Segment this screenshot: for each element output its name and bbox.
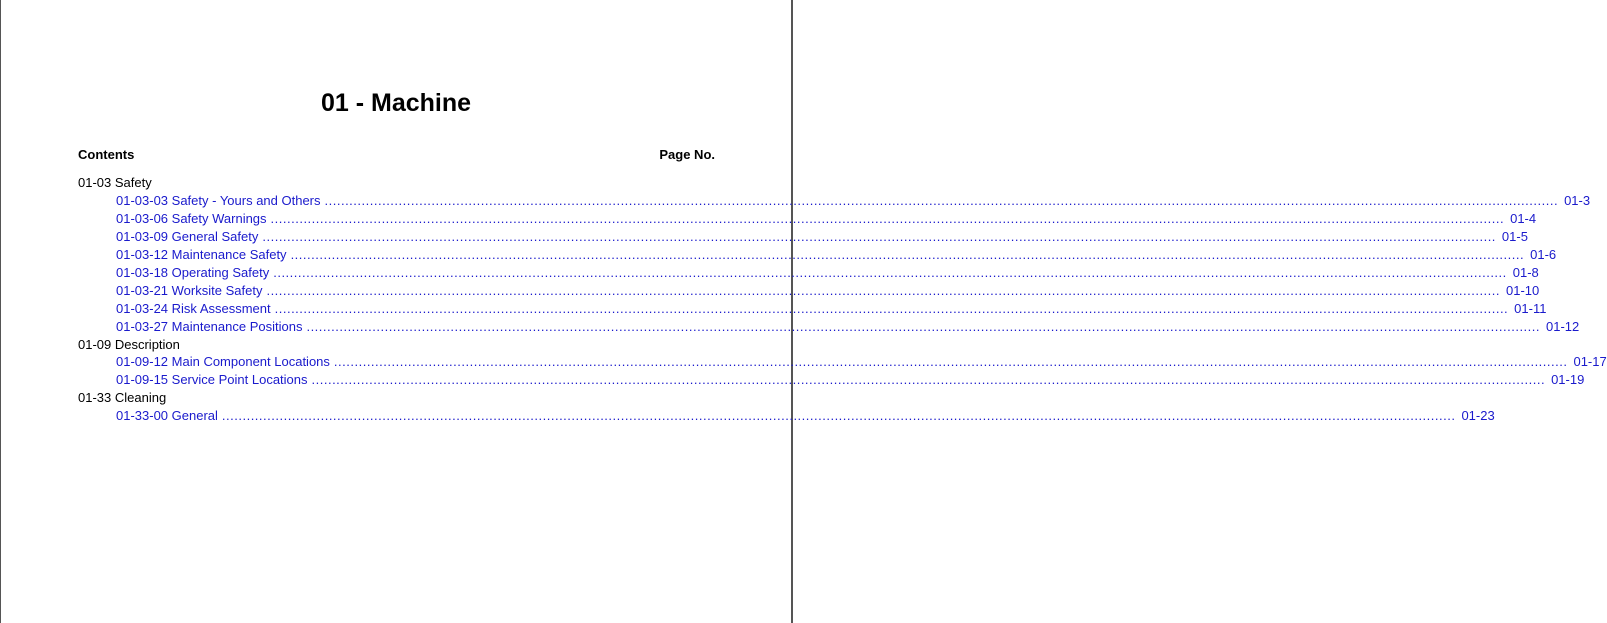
dot-leader: ............................................................................................................................................................................................................................................................................................................: [266, 282, 1500, 298]
dot-leader: ............................................................................................................................................................................................................................................................................................................: [274, 300, 1509, 316]
toc-entry-link[interactable]: [116, 192, 1591, 210]
toc-entry-page: 01-8: [1512, 264, 1539, 280]
toc-entry-title: 01-03-03 Safety - Yours and Others: [116, 192, 321, 208]
dot-leader: ............................................................................................................................................................................................................................................................................................................: [311, 372, 1546, 387]
toc-entry-title: 01-03-27 Maintenance Positions: [116, 318, 303, 334]
toc-entry-link[interactable]: [116, 282, 1540, 300]
toc-entry-link[interactable]: [116, 210, 1537, 228]
toc-entry-link[interactable]: [116, 264, 1539, 282]
dot-leader: ............................................................................................................................................................................................................................................................................................................: [290, 246, 1525, 262]
dot-leader: ............................................................................................................................................................................................................................................................................................................: [221, 407, 1456, 423]
page-title: 01 - Machine: [320, 89, 472, 117]
toc-entry-page: 01-12: [1546, 318, 1580, 334]
toc-entry-page: 01-19: [1551, 372, 1585, 387]
toc-entry-page: 01-4: [1510, 210, 1537, 226]
toc-entry-page: 01-6: [1530, 246, 1557, 262]
toc-entry-title: 01-03-06 Safety Warnings: [116, 210, 267, 226]
page-no-heading: Page No.: [659, 147, 715, 162]
toc-entry-link[interactable]: [116, 371, 1585, 389]
contents-heading: Contents: [78, 147, 135, 162]
dot-leader: ............................................................................................................................................................................................................................................................................................................: [324, 192, 1559, 208]
dot-leader: ............................................................................................................................................................................................................................................................................................................: [262, 228, 1496, 244]
toc-entry-title: 01-03-09 General Safety: [116, 228, 259, 244]
toc-entry-title: 01-33-00 General: [116, 407, 218, 423]
toc-entry-link[interactable]: [116, 246, 1557, 264]
dot-leader: ............................................................................................................................................................................................................................................................................................................: [270, 210, 1505, 226]
toc-entry-link[interactable]: [116, 353, 1607, 371]
toc-section-heading: 01-09 Description: [78, 336, 180, 352]
toc-section-heading: 01-03 Safety: [78, 175, 152, 190]
toc-entry-link[interactable]: [116, 318, 1580, 336]
table-of-contents: [78, 174, 1607, 425]
toc-entry-title: 01-03-21 Worksite Safety: [116, 282, 263, 298]
toc-entry-link[interactable]: [116, 228, 1528, 246]
toc-entry-title: 01-09-15 Service Point Locations: [116, 372, 308, 387]
toc-entry-title: 01-03-12 Maintenance Safety: [116, 246, 287, 262]
toc-entry-link[interactable]: [116, 300, 1547, 318]
toc-entry-page: 01-10: [1506, 282, 1540, 298]
toc-entry-title: 01-03-24 Risk Assessment: [116, 300, 271, 316]
toc-entry-title: 01-03-18 Operating Safety: [116, 264, 270, 280]
dot-leader: ............................................................................................................................................................................................................................................................................................................: [306, 318, 1540, 334]
toc-entry-link[interactable]: [116, 407, 1495, 425]
dot-leader: ............................................................................................................................................................................................................................................................................................................: [333, 354, 1568, 369]
toc-entry-page: 01-5: [1501, 228, 1528, 244]
toc-entry-page: 01-17: [1573, 354, 1607, 369]
dot-leader: ............................................................................................................................................................................................................................................................................................................: [273, 264, 1507, 280]
toc-section-heading: 01-33 Cleaning: [78, 390, 167, 405]
toc-entry-page: 01-23: [1461, 407, 1495, 423]
toc-entry-page: 01-11: [1514, 300, 1547, 316]
toc-entry-title: 01-09-12 Main Component Locations: [116, 354, 330, 369]
toc-entry-page: 01-3: [1564, 192, 1591, 208]
